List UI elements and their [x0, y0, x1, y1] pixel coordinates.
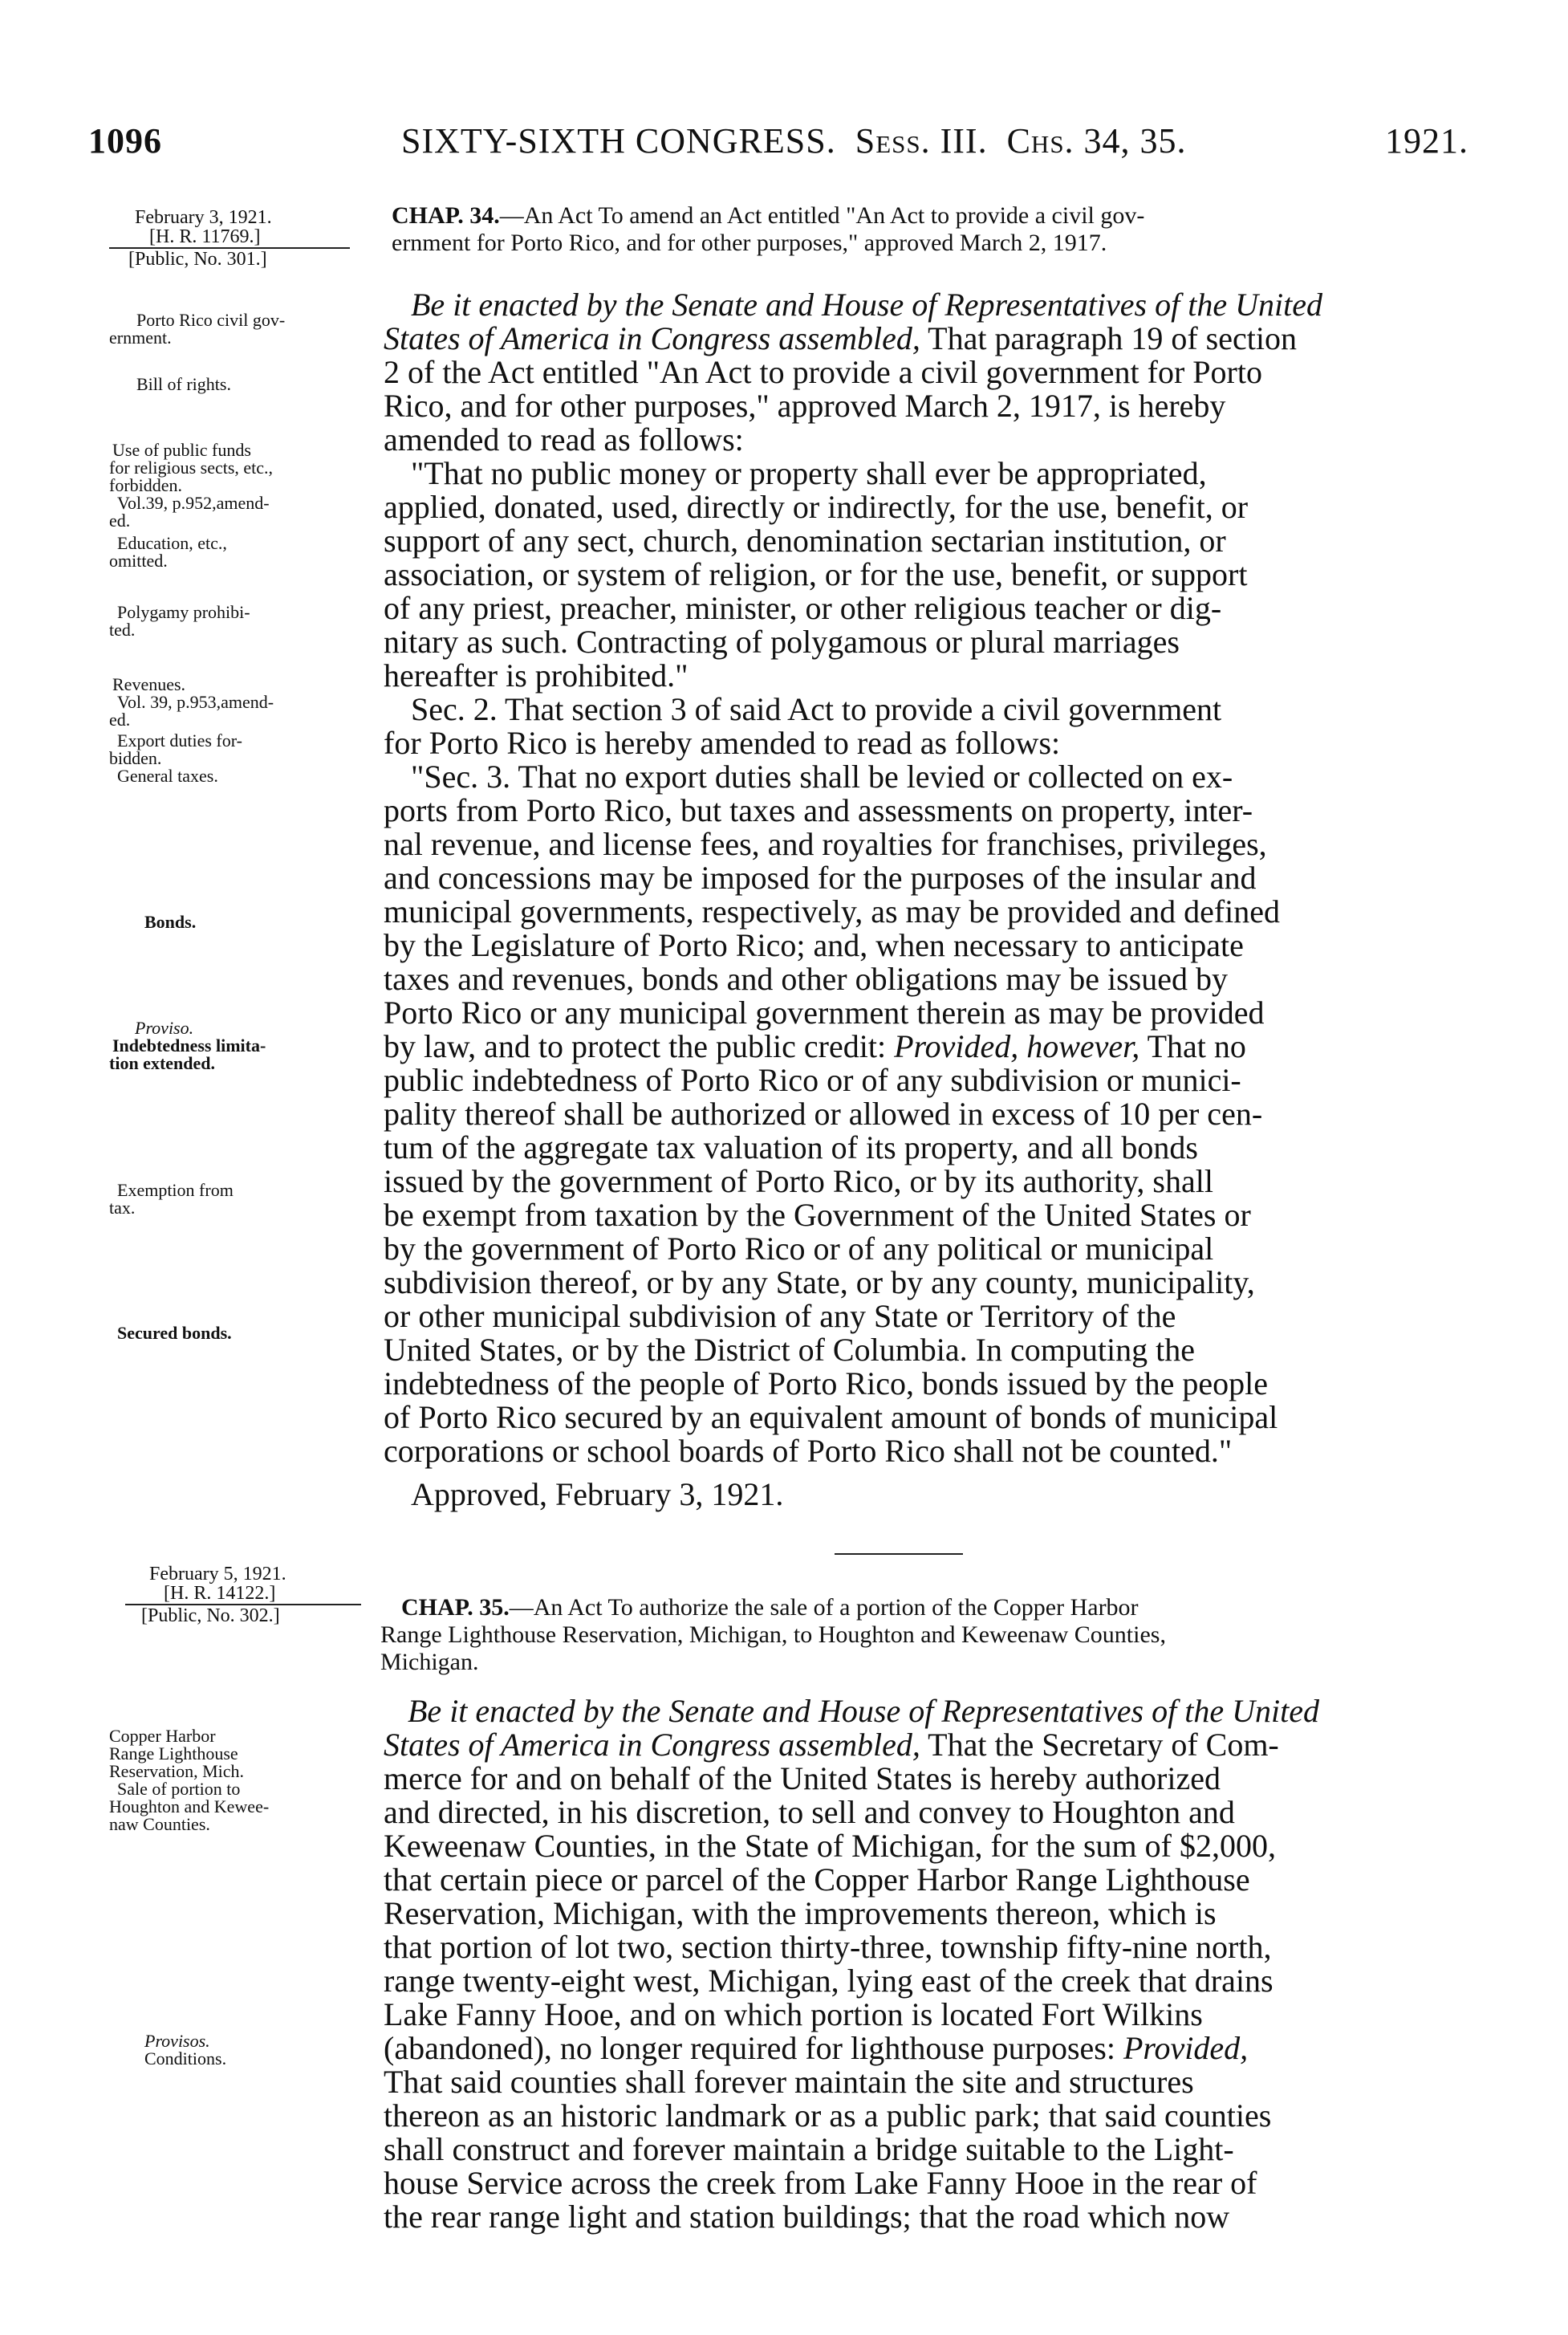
chap35-line: that certain piece or parcel of the Copper Harbor Range Lighthouse — [384, 1861, 1250, 1898]
chap34-line: amended to read as follows: — [384, 421, 744, 458]
chap34-line: association, or system of religion, or for the use, benefit, or support — [384, 556, 1248, 592]
side-note: Sale of portion to — [117, 1779, 241, 1799]
chap34-line: public indebtedness of Porto Rico or of any subdivision or munici- — [384, 1062, 1241, 1098]
chap35-line: shall construct and forever maintain a bridge suitable to the Light- — [384, 2131, 1234, 2167]
side-note: Polygamy prohibi- — [117, 602, 250, 622]
side-note: ed. — [109, 710, 131, 730]
side-note: Secured bonds. — [117, 1323, 232, 1343]
side-note: General taxes. — [117, 766, 218, 786]
chap34-proviso-line: by law, and to protect the public credit: Provided, however, That no — [384, 1028, 1246, 1064]
chap35-title-text-1: —An Act To authorize the sale of a portion of the Copper Harbor — [509, 1594, 1139, 1621]
side-note: forbidden. — [109, 475, 183, 495]
chap35-line: and directed, in his discretion, to sell and convey to Houghton and — [384, 1794, 1235, 1830]
chap34-public-number: [Public, No. 301.] — [128, 249, 267, 270]
side-note: Conditions. — [144, 2048, 227, 2069]
chap34-line: for Porto Rico is hereby amended to read as follows: — [384, 725, 1061, 761]
chap34-line: ports from Porto Rico, but taxes and assessments on property, inter- — [384, 792, 1253, 828]
chap34-enacting-clause-2: States of America in Congress assembled, — [384, 320, 920, 356]
chap35-line: house Service across the creek from Lake Fanny Hooe in the rear of — [384, 2165, 1257, 2201]
chap34-line: be exempt from taxation by the Government of the United States or — [384, 1197, 1251, 1233]
chap35-line: That said counties shall forever maintain the site and structures — [384, 2064, 1194, 2100]
side-note: Bonds. — [144, 912, 197, 932]
chap34-line: United States, or by the District of Columbia. In computing the — [384, 1332, 1195, 1368]
chap34-line: 2 of the Act entitled "An Act to provide a civil government for Porto — [384, 354, 1262, 390]
side-note: ted. — [109, 620, 136, 640]
chap35-date: February 5, 1921. — [149, 1564, 286, 1584]
chap34-line: by the government of Porto Rico or of any political or municipal — [384, 1231, 1214, 1267]
chap34-line: issued by the government of Porto Rico, or by its authority, shall — [384, 1163, 1213, 1199]
chap35-line: Keweenaw Counties, in the State of Michigan, for the sum of $2,000, — [384, 1828, 1276, 1864]
chap34-line: "That no public money or property shall ever be appropriated, — [411, 455, 1207, 491]
side-note: naw Counties. — [109, 1814, 210, 1834]
session-label: Sess. III. — [855, 121, 988, 161]
side-note: Houghton and Kewee- — [109, 1796, 270, 1816]
side-note: Use of public funds — [112, 440, 251, 460]
chap34-line: Porto Rico or any municipal government therein as may be provided — [384, 995, 1265, 1031]
chap35-title-line-1 — [401, 1594, 1139, 1621]
chap34-line: taxes and revenues, bonds and other obligations may be issued by — [384, 961, 1228, 997]
chap34-enacting-clause: Be it enacted by the Senate and House of Representatives of the United — [411, 287, 1322, 323]
chap34-section-2: Sec. 2. That section 3 of said Act to provide a civil government — [411, 691, 1222, 727]
side-note: for religious sects, etc., — [109, 458, 274, 478]
chap35-line: merce for and on behalf of the United States is hereby authorized — [384, 1760, 1221, 1796]
chap35-label: CHAP. 35. — [401, 1594, 510, 1621]
chap34-line: municipal governments, respectively, as may be provided and defined — [384, 893, 1281, 930]
side-note: Revenues. — [112, 674, 186, 694]
side-note: Porto Rico civil gov- — [136, 310, 286, 330]
side-note: bidden. — [109, 748, 162, 768]
side-note: Exemption from — [117, 1180, 234, 1200]
side-note: Range Lighthouse — [109, 1743, 238, 1763]
chap34-line-1: States of America in Congress assembled, That paragraph 19 of section — [384, 320, 1297, 356]
page-number: 1096 — [88, 121, 162, 161]
chap35-line: Reservation, Michigan, with the improvements thereon, which is — [384, 1895, 1217, 1931]
chap34-line: indebtedness of the people of Porto Rico, bonds issued by the people — [384, 1365, 1269, 1401]
chap35-title-line-2: Range Lighthouse Reservation, Michigan, to Houghton and Keweenaw Counties, — [380, 1621, 1166, 1648]
chap34-title-line-1 — [392, 202, 1144, 230]
chap34-title-line-2: ernment for Porto Rico, and for other purposes," approved March 2, 1917. — [392, 230, 1107, 256]
side-note: Copper Harbor — [109, 1726, 216, 1746]
side-note: Provisos. — [144, 2031, 210, 2051]
side-note: Bill of rights. — [136, 374, 231, 394]
side-note: Vol.39, p.952,amend- — [117, 493, 270, 513]
chap35-line: that portion of lot two, section thirty-three, township fifty-nine north, — [384, 1929, 1272, 1965]
side-note: Education, etc., — [117, 533, 227, 553]
chap35-provided: Provided, — [1123, 2030, 1249, 2066]
chap34-line: nal revenue, and license fees, and royalties for franchises, privileges, — [384, 826, 1267, 862]
chap34-line: and concessions may be imposed for the purposes of the insular and — [384, 860, 1257, 896]
chap34-bill-number: [H. R. 11769.] — [149, 226, 261, 247]
chap34-section-3: "Sec. 3. That no export duties shall be levied or collected on ex- — [411, 759, 1233, 795]
side-note: Export duties for- — [117, 730, 242, 751]
chap34-line: applied, donated, used, directly or indirectly, for the use, benefit, or — [384, 489, 1249, 525]
chap35-line: Lake Fanny Hooe, and on which portion is located Fort Wilkins — [384, 1996, 1203, 2032]
chap35-title-line-3: Michigan. — [380, 1649, 479, 1675]
chap34-approved: Approved, February 3, 1921. — [411, 1476, 784, 1512]
chap34-line: of any priest, preacher, minister, or other religious teacher or dig- — [384, 590, 1222, 626]
chap34-date: February 3, 1921. — [135, 207, 272, 228]
chap35-line: range twenty-eight west, Michigan, lying east of the creek that drains — [384, 1963, 1273, 1999]
side-note: Vol. 39, p.953,amend- — [117, 692, 274, 712]
chap35-enacting-clause: Be it enacted by the Senate and House of Representatives of the United — [408, 1693, 1319, 1729]
chap35-public-number: [Public, No. 302.] — [141, 1605, 280, 1626]
side-note: omitted. — [109, 551, 168, 571]
chap34-line: hereafter is prohibited." — [384, 657, 689, 694]
chap34-line: tum of the aggregate tax valuation of its property, and all bonds — [384, 1129, 1198, 1165]
side-note: ernment. — [109, 327, 172, 348]
chapters-label: Chs. 34, 35. — [1006, 121, 1187, 161]
congress-title: SIXTY-SIXTH CONGRESS. — [401, 121, 836, 161]
chap34-line: support of any sect, church, denomination sectarian institution, or — [384, 523, 1226, 559]
chap34-proviso: Provided, however, — [894, 1028, 1140, 1064]
side-note: Indebtedness limita- — [112, 1035, 266, 1056]
chap34-line: of Porto Rico secured by an equivalent amount of bonds of municipal — [384, 1399, 1278, 1435]
chap35-line: the rear range light and station buildings; that the road which now — [384, 2199, 1230, 2235]
side-note: Proviso. — [135, 1018, 194, 1038]
chap34-line: nitary as such. Contracting of polygamous or plural marriages — [384, 624, 1180, 660]
running-title — [401, 120, 1187, 161]
chap34-line: Rico, and for other purposes," approved March 2, 1917, is hereby — [384, 388, 1226, 424]
chap35-line-1: States of America in Congress assembled, That the Secretary of Com- — [384, 1727, 1279, 1763]
chap34-title-text-1: —An Act To amend an Act entitled "An Act to provide a civil gov- — [499, 202, 1145, 229]
chap34-line: corporations or school boards of Porto Rico shall not be counted." — [384, 1433, 1233, 1469]
side-note: tion extended. — [109, 1053, 215, 1073]
side-note: Reservation, Mich. — [109, 1761, 245, 1781]
chap35-line: thereon as an historic landmark or as a public park; that said counties — [384, 2097, 1272, 2134]
chap34-line: pality thereof shall be authorized or allowed in excess of 10 per cen- — [384, 1096, 1263, 1132]
chap34-label: CHAP. 34. — [392, 202, 500, 229]
chap34-line: or other municipal subdivision of any State or Territory of the — [384, 1298, 1176, 1334]
header-year: 1921. — [1385, 121, 1468, 161]
chapter-separator — [835, 1553, 963, 1555]
chap35-bill-number: [H. R. 14122.] — [164, 1583, 276, 1604]
chap34-line: by the Legislature of Porto Rico; and, when necessary to anticipate — [384, 927, 1244, 963]
chap34-line: subdivision thereof, or by any State, or by any county, municipality, — [384, 1264, 1255, 1300]
chap35-enacting-clause-2: States of America in Congress assembled, — [384, 1727, 920, 1763]
side-note: tax. — [109, 1198, 136, 1218]
chap35-provided-line: (abandoned), no longer required for lighthouse purposes: Provided, — [384, 2030, 1249, 2066]
side-note: ed. — [109, 511, 131, 531]
